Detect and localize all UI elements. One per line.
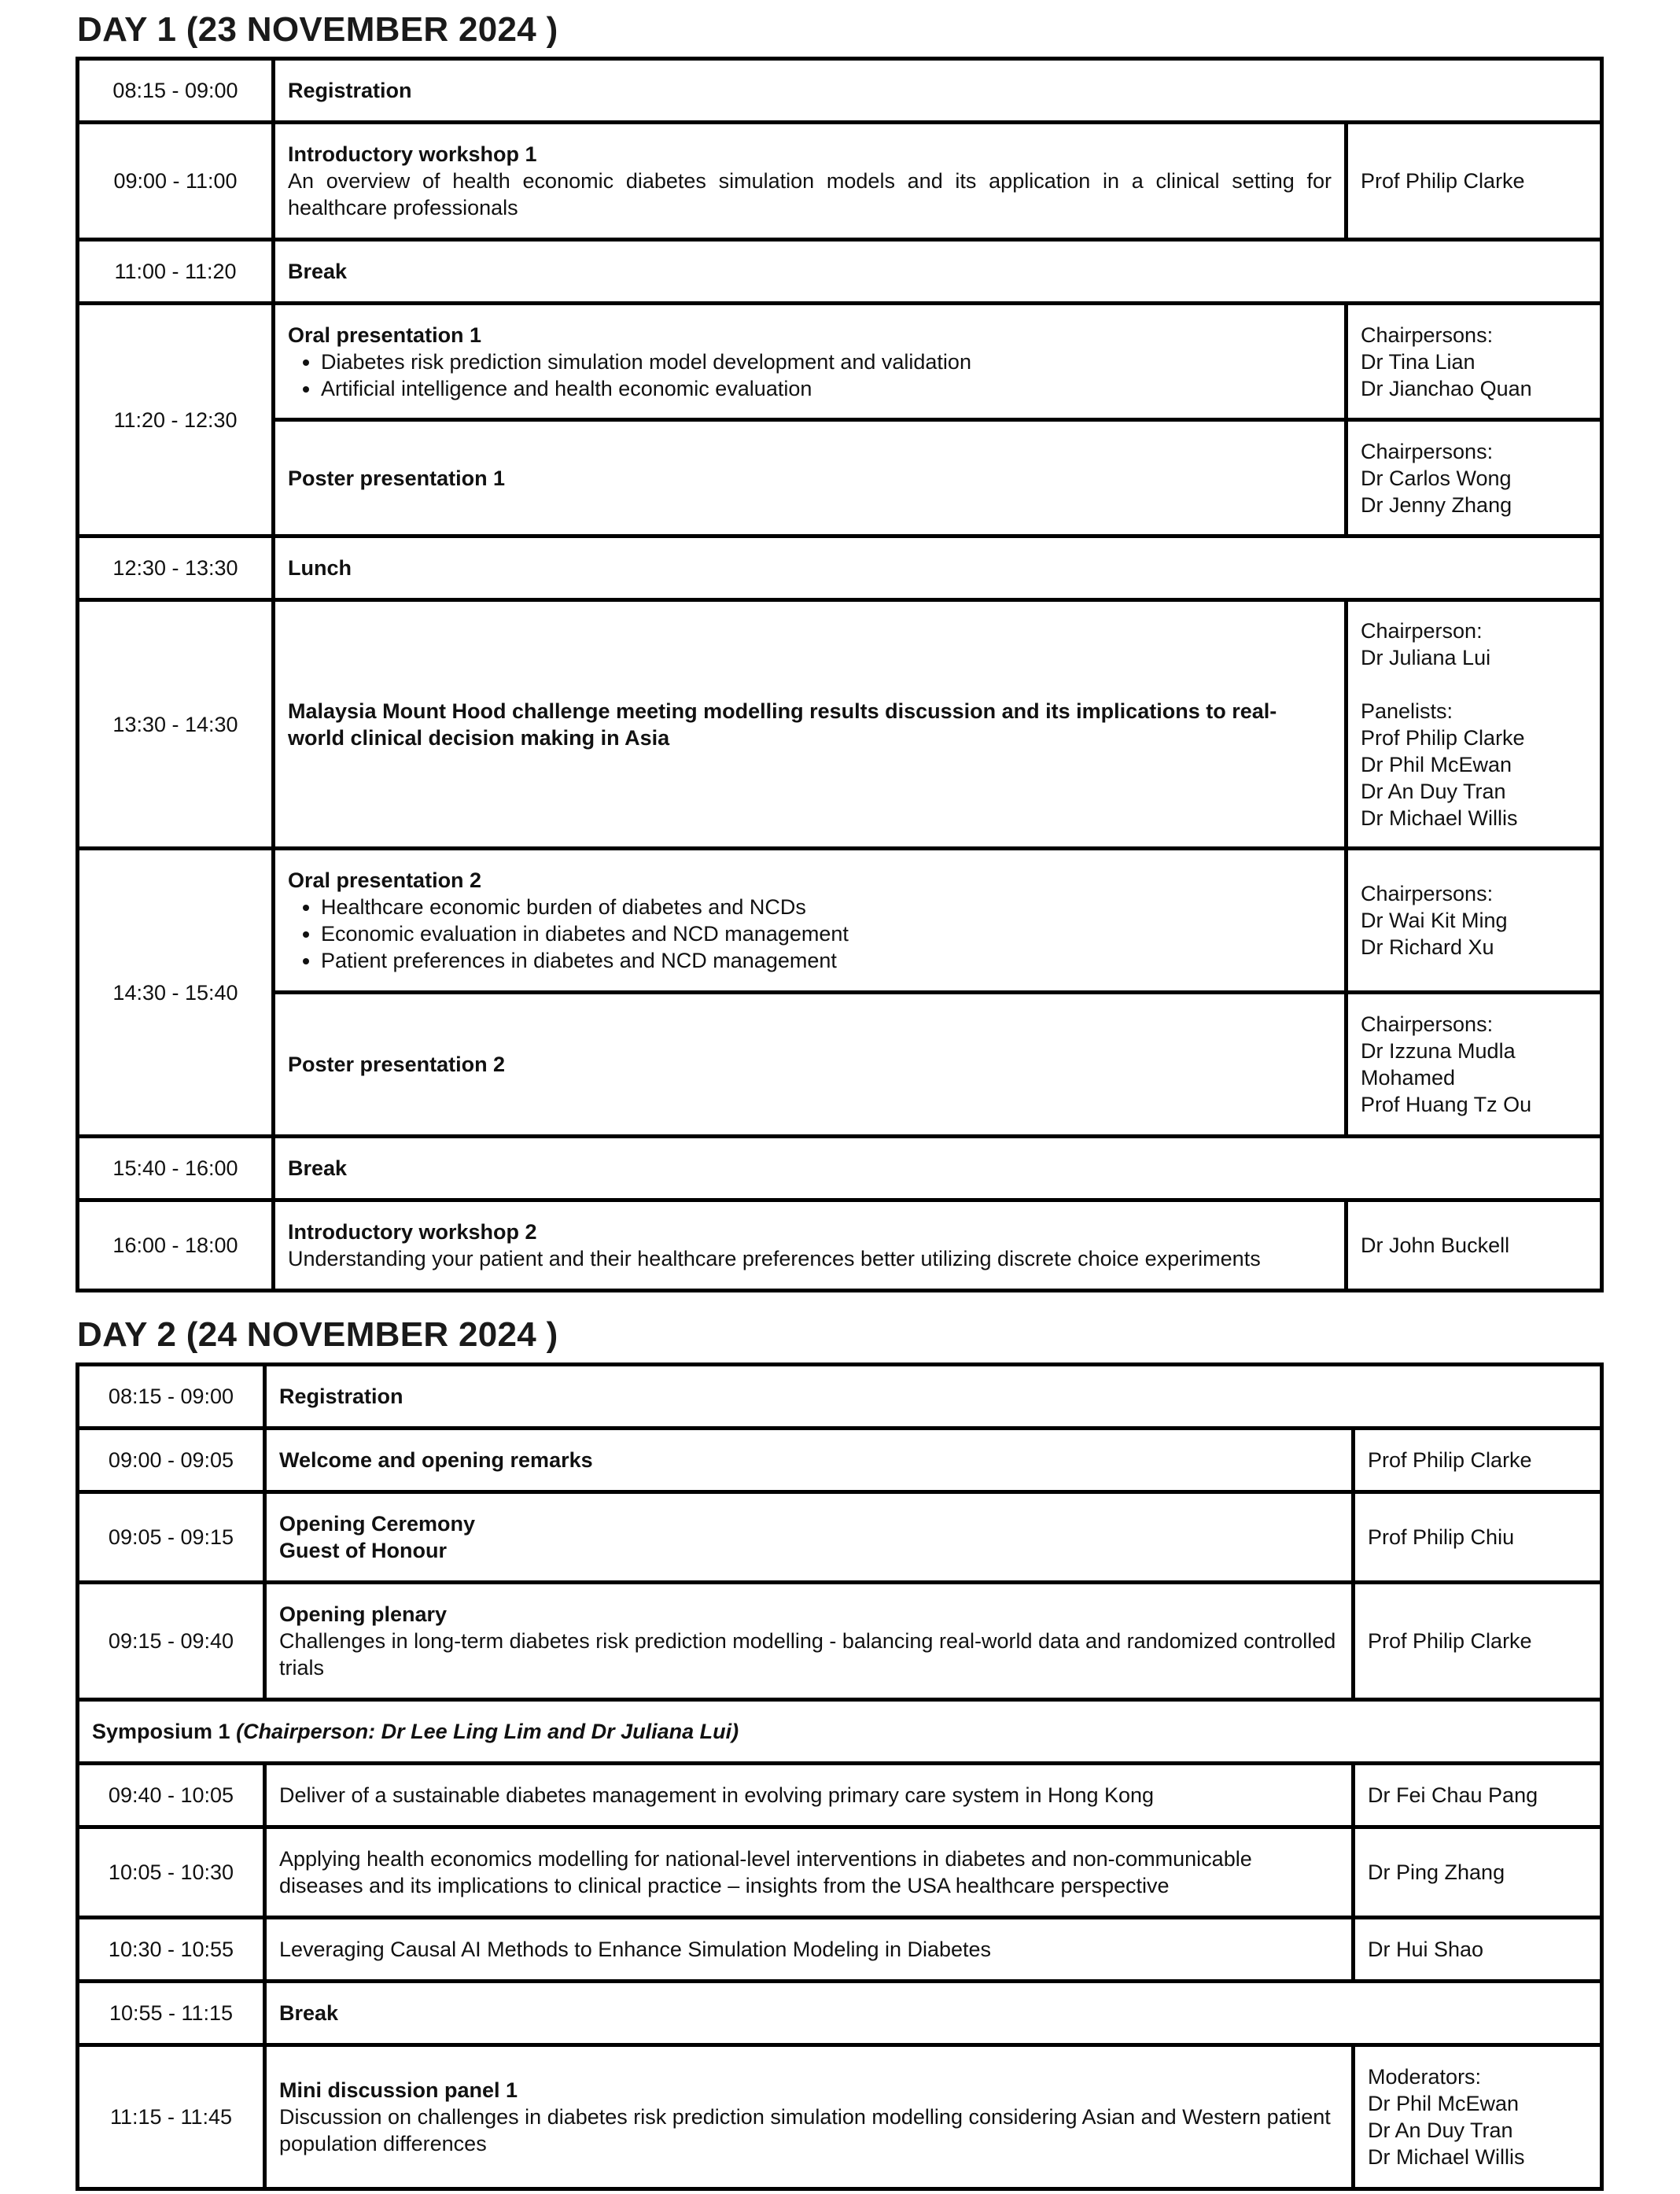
time-slot: 09:00 - 11:00	[78, 123, 274, 240]
person-name: Dr Izzuna Mudla	[1361, 1039, 1516, 1063]
time-slot: 10:55 - 11:15	[78, 1982, 265, 2045]
session-title: Break	[274, 240, 1602, 304]
chairpersons	[1347, 849, 1602, 993]
chair-label: Chairpersons:	[1361, 882, 1494, 905]
time-slot: 11:00 - 11:20	[78, 240, 274, 304]
time-slot: 10:05 - 10:30	[78, 1827, 265, 1918]
session-title: Oral presentation 2	[288, 868, 482, 892]
table-row	[78, 123, 1602, 240]
spacer	[1361, 671, 1587, 698]
session-title: Malaysia Mount Hood challenge meeting modelling results discussion and its implications to real-world clinical decision making in Asia	[274, 600, 1347, 849]
table-row	[78, 2045, 1602, 2189]
table-row	[78, 1827, 1602, 1918]
table-row	[78, 1764, 1602, 1827]
person-name: Dr An Duy Tran	[1368, 2118, 1513, 2142]
session-cell	[274, 849, 1347, 993]
table-row	[78, 993, 1602, 1137]
table-row	[78, 1429, 1602, 1492]
person-name: Dr Phil McEwan	[1361, 752, 1512, 776]
person-name: Dr Jenny Zhang	[1361, 492, 1512, 517]
chairpersons	[1347, 420, 1602, 537]
session-title: Registration	[265, 1365, 1602, 1429]
person-name: Prof Huang Tz Ou	[1361, 1093, 1532, 1116]
symposium-header	[78, 1700, 1602, 1764]
session-cell	[274, 304, 1347, 420]
table-row	[78, 420, 1602, 537]
session-title: Mini discussion panel 1	[279, 2078, 518, 2102]
time-slot: 08:15 - 09:00	[78, 1365, 265, 1429]
speaker: Dr Hui Shao	[1354, 1918, 1602, 1982]
person-name: Dr Michael Willis	[1361, 806, 1518, 830]
session-title: Break	[265, 1982, 1602, 2045]
chair-label: Chairpersons:	[1361, 439, 1494, 463]
session-title: Opening plenary	[279, 1602, 448, 1626]
chair-label: Chairperson:	[1361, 618, 1483, 643]
day1-heading: DAY 1 (23 NOVEMBER 2024 )	[77, 10, 558, 49]
person-name: Prof Philip Clarke	[1361, 725, 1525, 750]
day1-schedule-table	[76, 57, 1604, 1292]
topic-list	[288, 348, 1332, 402]
table-row	[78, 1700, 1602, 1764]
list-item: • Patient preferences in diabetes and NCD management	[321, 947, 1332, 974]
session-title: Introductory workshop 1	[288, 142, 537, 166]
session-title: Oral presentation 1	[288, 323, 482, 347]
table-row	[78, 1982, 1602, 2045]
time-slot: 12:30 - 13:30	[78, 537, 274, 600]
table-row	[78, 240, 1602, 304]
person-name: Mohamed	[1361, 1066, 1456, 1090]
person-name: Dr Juliana Lui	[1361, 645, 1491, 669]
session-description: An overview of health economic diabetes simulation models and its application in a clinical setting for healthcare professionals	[288, 169, 1332, 219]
table-row	[78, 1365, 1602, 1429]
time-slot: 15:40 - 16:00	[78, 1137, 274, 1200]
session-title: Poster presentation 1	[274, 420, 1347, 537]
session-cell	[274, 1200, 1347, 1291]
session-title: Poster presentation 2	[274, 993, 1347, 1137]
session-title: Registration	[274, 59, 1602, 123]
speaker: Dr Fei Chau Pang	[1354, 1764, 1602, 1827]
speaker: Dr Ping Zhang	[1354, 1827, 1602, 1918]
session-description: Deliver of a sustainable diabetes management in evolving primary care system in Hong Kong	[265, 1764, 1354, 1827]
list-item: • Artificial intelligence and health economic evaluation	[321, 375, 1332, 402]
session-title: Lunch	[274, 537, 1602, 600]
session-cell	[265, 1492, 1354, 1583]
list-item: • Healthcare economic burden of diabetes and NCDs	[321, 894, 1332, 920]
table-row	[78, 1200, 1602, 1291]
time-slot: 16:00 - 18:00	[78, 1200, 274, 1291]
session-cell	[265, 2045, 1354, 2189]
session-description: Discussion on challenges in diabetes risk prediction simulation modelling considering Asian and Western patient population differences	[279, 2105, 1331, 2155]
symposium-title: Symposium 1	[92, 1720, 230, 1743]
table-row	[78, 537, 1602, 600]
speaker: Dr John Buckell	[1347, 1200, 1602, 1291]
chair-label: Chairpersons:	[1361, 323, 1494, 347]
moderators	[1354, 2045, 1602, 2189]
list-item: • Economic evaluation in diabetes and NCD management	[321, 920, 1332, 947]
session-title: Introductory workshop 2	[288, 1220, 537, 1244]
session-cell	[265, 1583, 1354, 1700]
time-slot: 11:15 - 11:45	[78, 2045, 265, 2189]
session-subtitle: Guest of Honour	[279, 1539, 447, 1562]
speaker: Prof Philip Chiu	[1354, 1492, 1602, 1583]
person-name: Dr Richard Xu	[1361, 935, 1494, 959]
person-name: Dr Carlos Wong	[1361, 466, 1512, 490]
table-row	[78, 600, 1602, 849]
speaker: Prof Philip Clarke	[1354, 1429, 1602, 1492]
time-slot: 09:15 - 09:40	[78, 1583, 265, 1700]
person-name: Dr Michael Willis	[1368, 2145, 1525, 2169]
session-description: Challenges in long-term diabetes risk prediction modelling - balancing real-world data and randomized controlled trials	[279, 1629, 1336, 1680]
chairpersons	[1347, 993, 1602, 1137]
person-name: Dr Phil McEwan	[1368, 2092, 1520, 2115]
session-title: Welcome and opening remarks	[265, 1429, 1354, 1492]
time-slot: 08:15 - 09:00	[78, 59, 274, 123]
session-title: Break	[274, 1137, 1602, 1200]
session-description: Understanding your patient and their healthcare preferences better utilizing discrete choice experiments	[288, 1247, 1261, 1270]
speaker: Prof Philip Clarke	[1354, 1583, 1602, 1700]
day2-heading: DAY 2 (24 NOVEMBER 2024 )	[77, 1315, 558, 1354]
list-item: • Diabetes risk prediction simulation model development and validation	[321, 348, 1332, 375]
time-slot: 13:30 - 14:30	[78, 600, 274, 849]
time-slot: 09:00 - 09:05	[78, 1429, 265, 1492]
symposium-chairpersons: (Chairperson: Dr Lee Ling Lim and Dr Juliana Lui)	[236, 1720, 739, 1743]
session-description: Applying health economics modelling for national-level interventions in diabetes and non-communicable diseases and its implications to clinical practice – insights from the USA healthcare perspective	[265, 1827, 1354, 1918]
table-row	[78, 1583, 1602, 1700]
person-name: Dr Jianchao Quan	[1361, 376, 1532, 400]
time-slot: 11:20 - 12:30	[78, 304, 274, 537]
time-slot: 09:05 - 09:15	[78, 1492, 265, 1583]
chair-and-panel	[1347, 600, 1602, 849]
session-cell	[274, 123, 1347, 240]
table-row	[78, 1492, 1602, 1583]
table-row	[78, 1918, 1602, 1982]
speaker: Prof Philip Clarke	[1347, 123, 1602, 240]
moderators-label: Moderators:	[1368, 2065, 1482, 2089]
chairpersons	[1347, 304, 1602, 420]
table-row	[78, 304, 1602, 420]
session-description: Leveraging Causal AI Methods to Enhance Simulation Modeling in Diabetes	[265, 1918, 1354, 1982]
table-row	[78, 1137, 1602, 1200]
person-name: Dr Tina Lian	[1361, 349, 1476, 374]
time-slot: 14:30 - 15:40	[78, 849, 274, 1137]
table-row	[78, 849, 1602, 993]
day2-schedule-table	[76, 1362, 1604, 2191]
panelists-label: Panelists:	[1361, 699, 1453, 723]
chair-label: Chairpersons:	[1361, 1012, 1494, 1036]
time-slot: 09:40 - 10:05	[78, 1764, 265, 1827]
session-title: Opening Ceremony	[279, 1512, 476, 1536]
table-row	[78, 59, 1602, 123]
time-slot: 10:30 - 10:55	[78, 1918, 265, 1982]
person-name: Dr An Duy Tran	[1361, 779, 1506, 803]
person-name: Dr Wai Kit Ming	[1361, 909, 1508, 932]
topic-list	[288, 894, 1332, 974]
